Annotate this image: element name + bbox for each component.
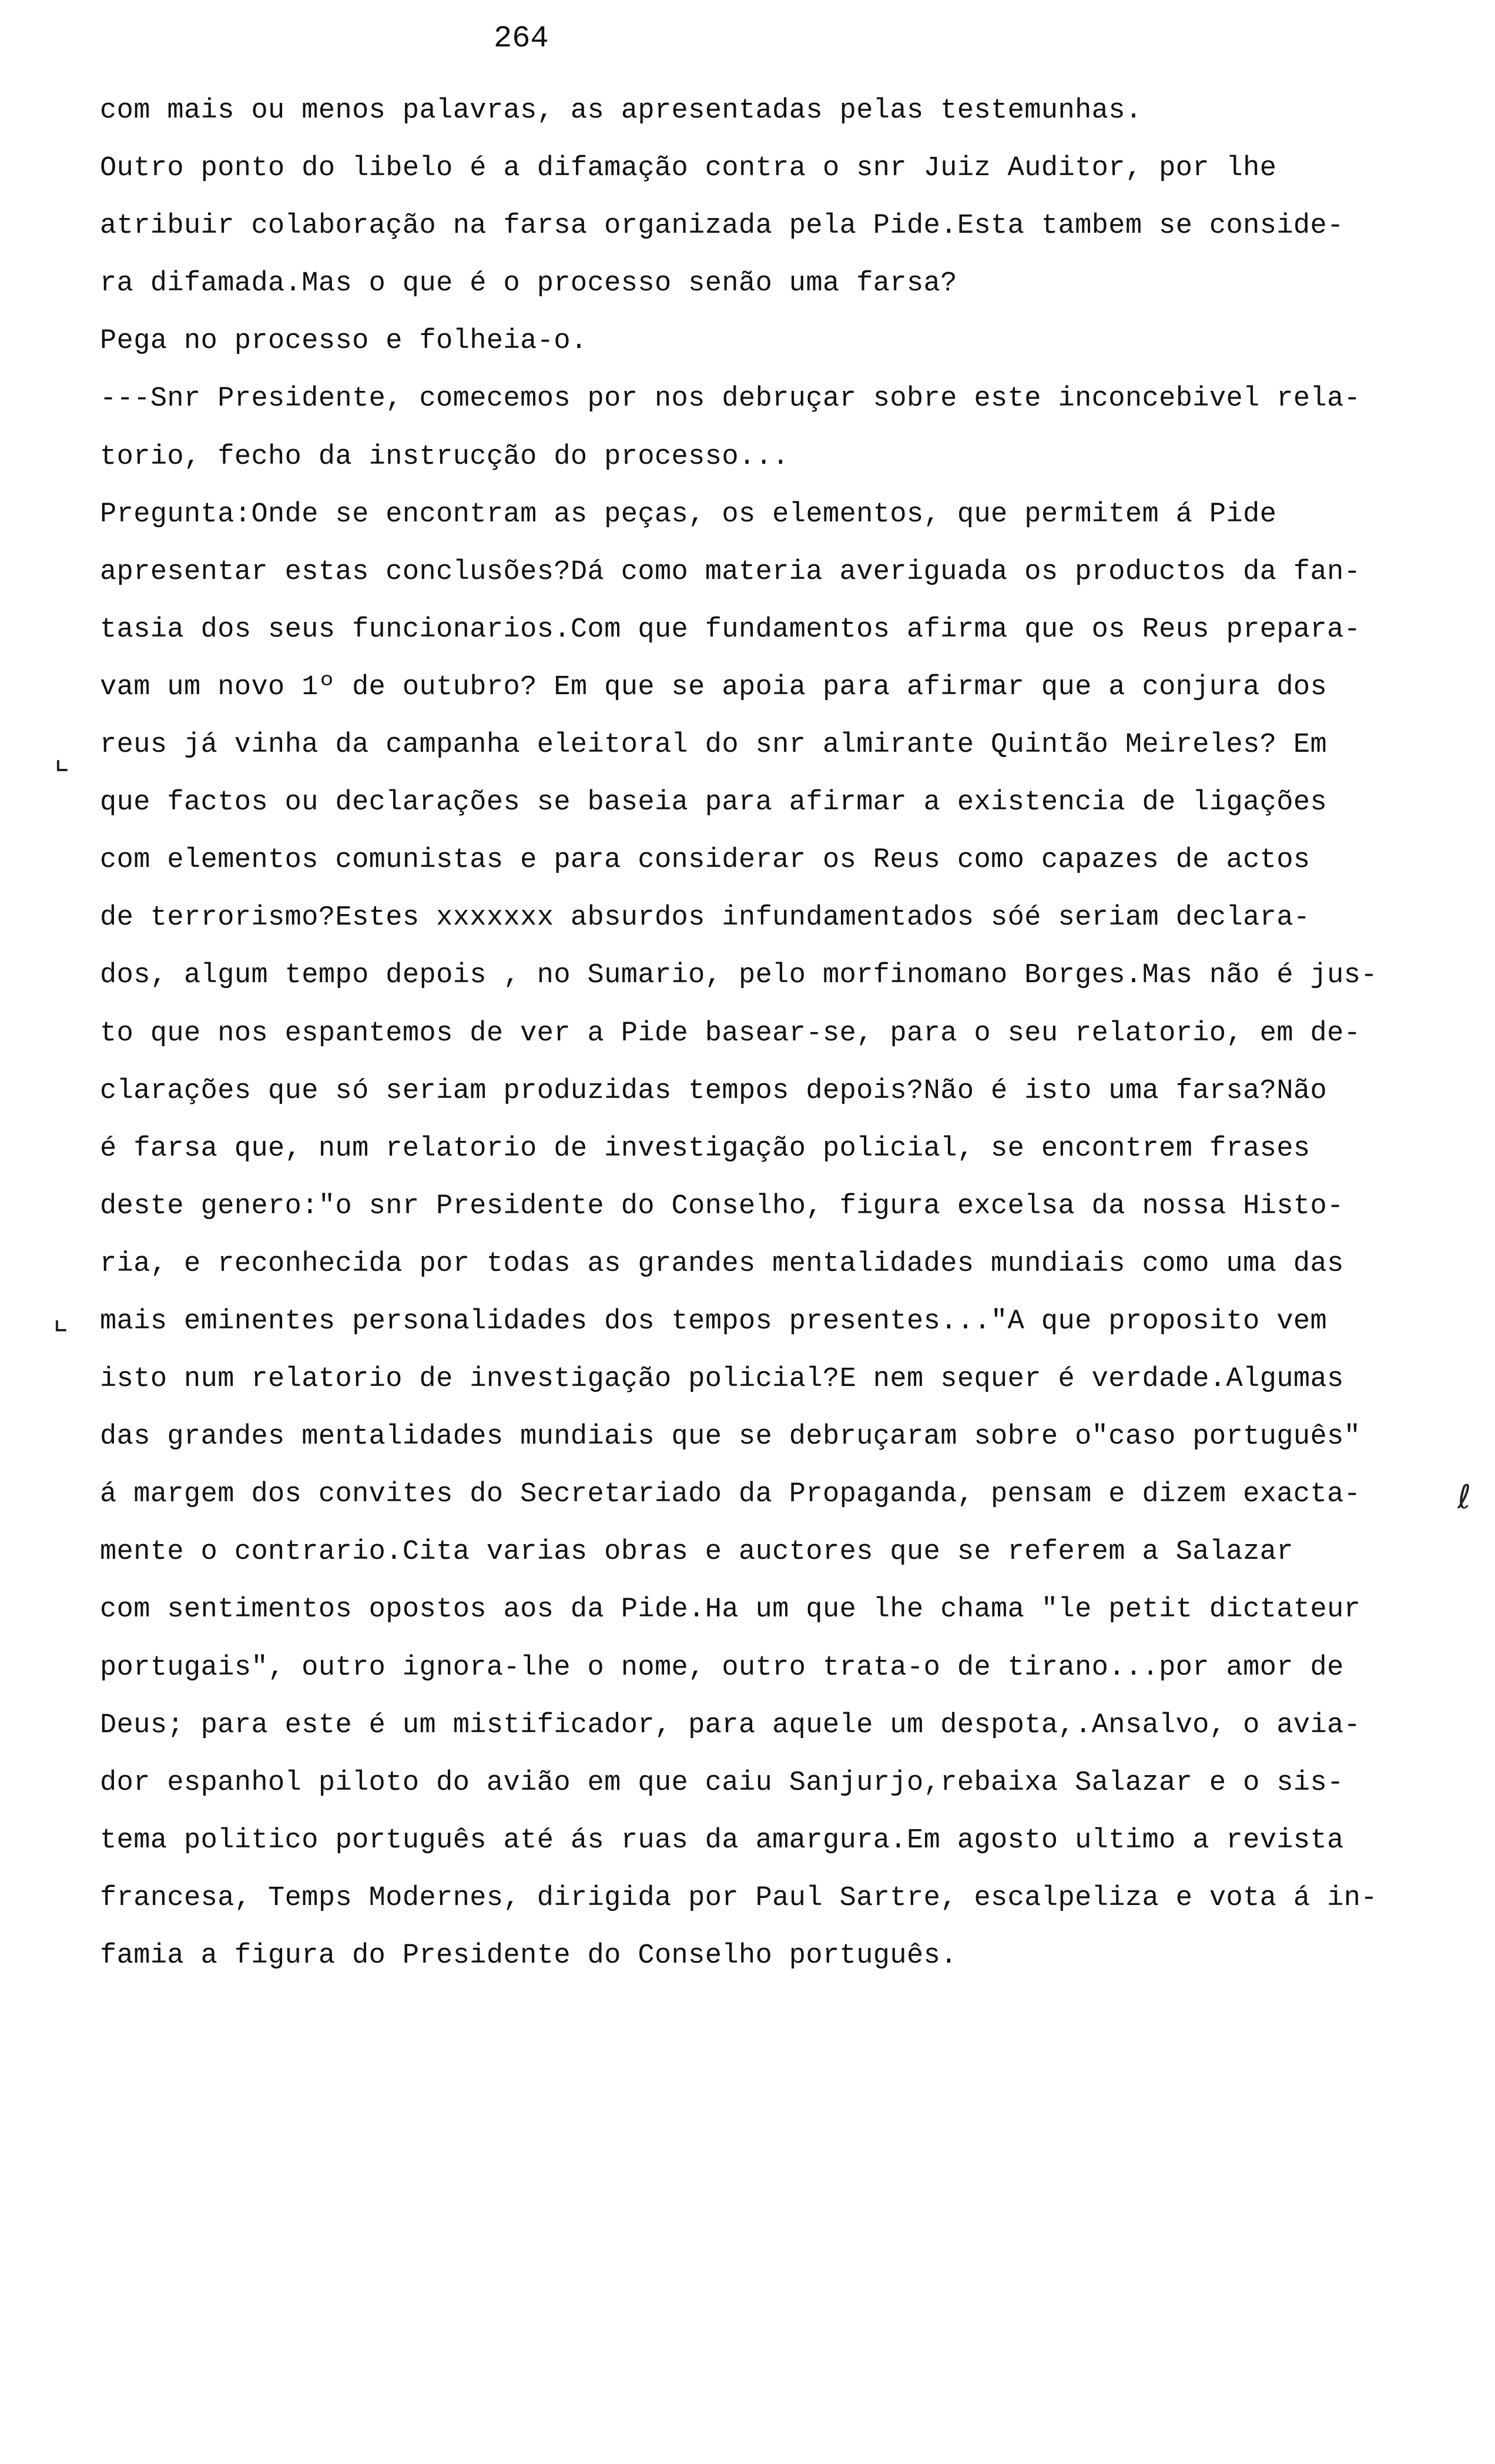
text-line: é farsa que, num relatorio de investigação policial, se encontrem frases	[100, 1133, 1310, 1164]
text-line: Deus; para este é um mistificador, para aquele um despota,.Ansalvo, o avia-	[100, 1709, 1361, 1741]
text-line: de terrorismo?Estes xxxxxxx absurdos infundamentados sóé seriam declara-	[100, 902, 1310, 934]
text-line: dos, algum tempo depois , no Sumario, pelo morfinomano Borges.Mas não é jus-	[100, 960, 1377, 992]
text-line: Pega no processo e folheia-o.	[100, 326, 588, 357]
text-line: dor espanhol piloto do avião em que caiu Sanjurjo,rebaixa Salazar e o sis-	[100, 1767, 1344, 1799]
text-line: ra difamada.Mas o que é o processo senão uma farsa?	[100, 268, 957, 300]
text-line: isto num relatorio de investigação policial?E nem sequer é verdade.Algumas	[100, 1364, 1344, 1395]
typescript-body	[100, 82, 1428, 1985]
text-line: atribuir colaboração na farsa organizada pela Pide.Esta tambem se conside-	[100, 210, 1344, 242]
text-line: deste genero:"o snr Presidente do Conselho, figura excelsa da nossa Histo-	[100, 1190, 1344, 1222]
margin-bracket-mark: ⌞	[53, 1299, 69, 1337]
text-line: Pregunta:Onde se encontram as peças, os elementos, que permitem á Pide	[100, 498, 1277, 530]
text-line: vam um novo 1º de outubro? Em que se apoia para afirmar que a conjura dos	[100, 671, 1328, 703]
text-line: tasia dos seus funcionarios.Com que fundamentos afirma que os Reus prepara-	[100, 614, 1361, 645]
text-line: das grandes mentalidades mundiais que se debruçaram sobre o"caso português"	[100, 1421, 1361, 1453]
text-line: reus já vinha da campanha eleitoral do snr almirante Quintão Meireles? Em	[100, 729, 1328, 761]
text-line: francesa, Temps Modernes, dirigida por Paul Sartre, escalpeliza e vota á in-	[100, 1882, 1377, 1914]
text-line: com sentimentos opostos aos da Pide.Ha um que lhe chama "le petit dictateur	[100, 1594, 1361, 1626]
text-line: mais eminentes personalidades dos tempos presentes..."A que proposito vem	[100, 1305, 1328, 1337]
text-line: ria, e reconhecida por todas as grandes mentalidades mundiais como uma das	[100, 1248, 1344, 1280]
text-line: portugais", outro ignora-lhe o nome, outro trata-o de tirano...por amor de	[100, 1652, 1344, 1683]
text-line: Outro ponto do libelo é a difamação contra o snr Juiz Auditor, por lhe	[100, 153, 1277, 185]
text-line: clarações que só seriam produzidas tempos depois?Não é isto uma farsa?Não	[100, 1075, 1328, 1107]
text-line: á margem dos convites do Secretariado da Propaganda, pensam e dizem exacta-	[100, 1479, 1361, 1511]
text-line: com mais ou menos palavras, as apresentadas pelas testemunhas.	[100, 95, 1142, 126]
text-line: mente o contrario.Cita varias obras e auctores que se referem a Salazar	[100, 1536, 1293, 1568]
text-line: famia a figura do Presidente do Conselho português.	[100, 1940, 957, 1971]
text-line: que factos ou declarações se baseia para afirmar a existencia de ligações	[100, 787, 1328, 819]
text-line: to que nos espantemos de ver a Pide basear-se, para o seu relatorio, em de-	[100, 1017, 1361, 1049]
margin-check-mark: ℓ	[1457, 1478, 1471, 1516]
text-line: apresentar estas conclusões?Dá como materia averiguada os productos da fan-	[100, 556, 1361, 588]
text-line: ---Snr Presidente, comecemos por nos debruçar sobre este inconcebivel rela-	[100, 383, 1361, 415]
text-line: torio, fecho da instrucção do processo...	[100, 441, 789, 473]
page-number: 264	[494, 21, 549, 56]
margin-bracket-mark: ⌞	[54, 739, 70, 777]
text-line: tema politico português até ás ruas da amargura.Em agosto ultimo a revista	[100, 1824, 1344, 1856]
text-line: com elementos comunistas e para considerar os Reus como capazes de actos	[100, 845, 1310, 876]
